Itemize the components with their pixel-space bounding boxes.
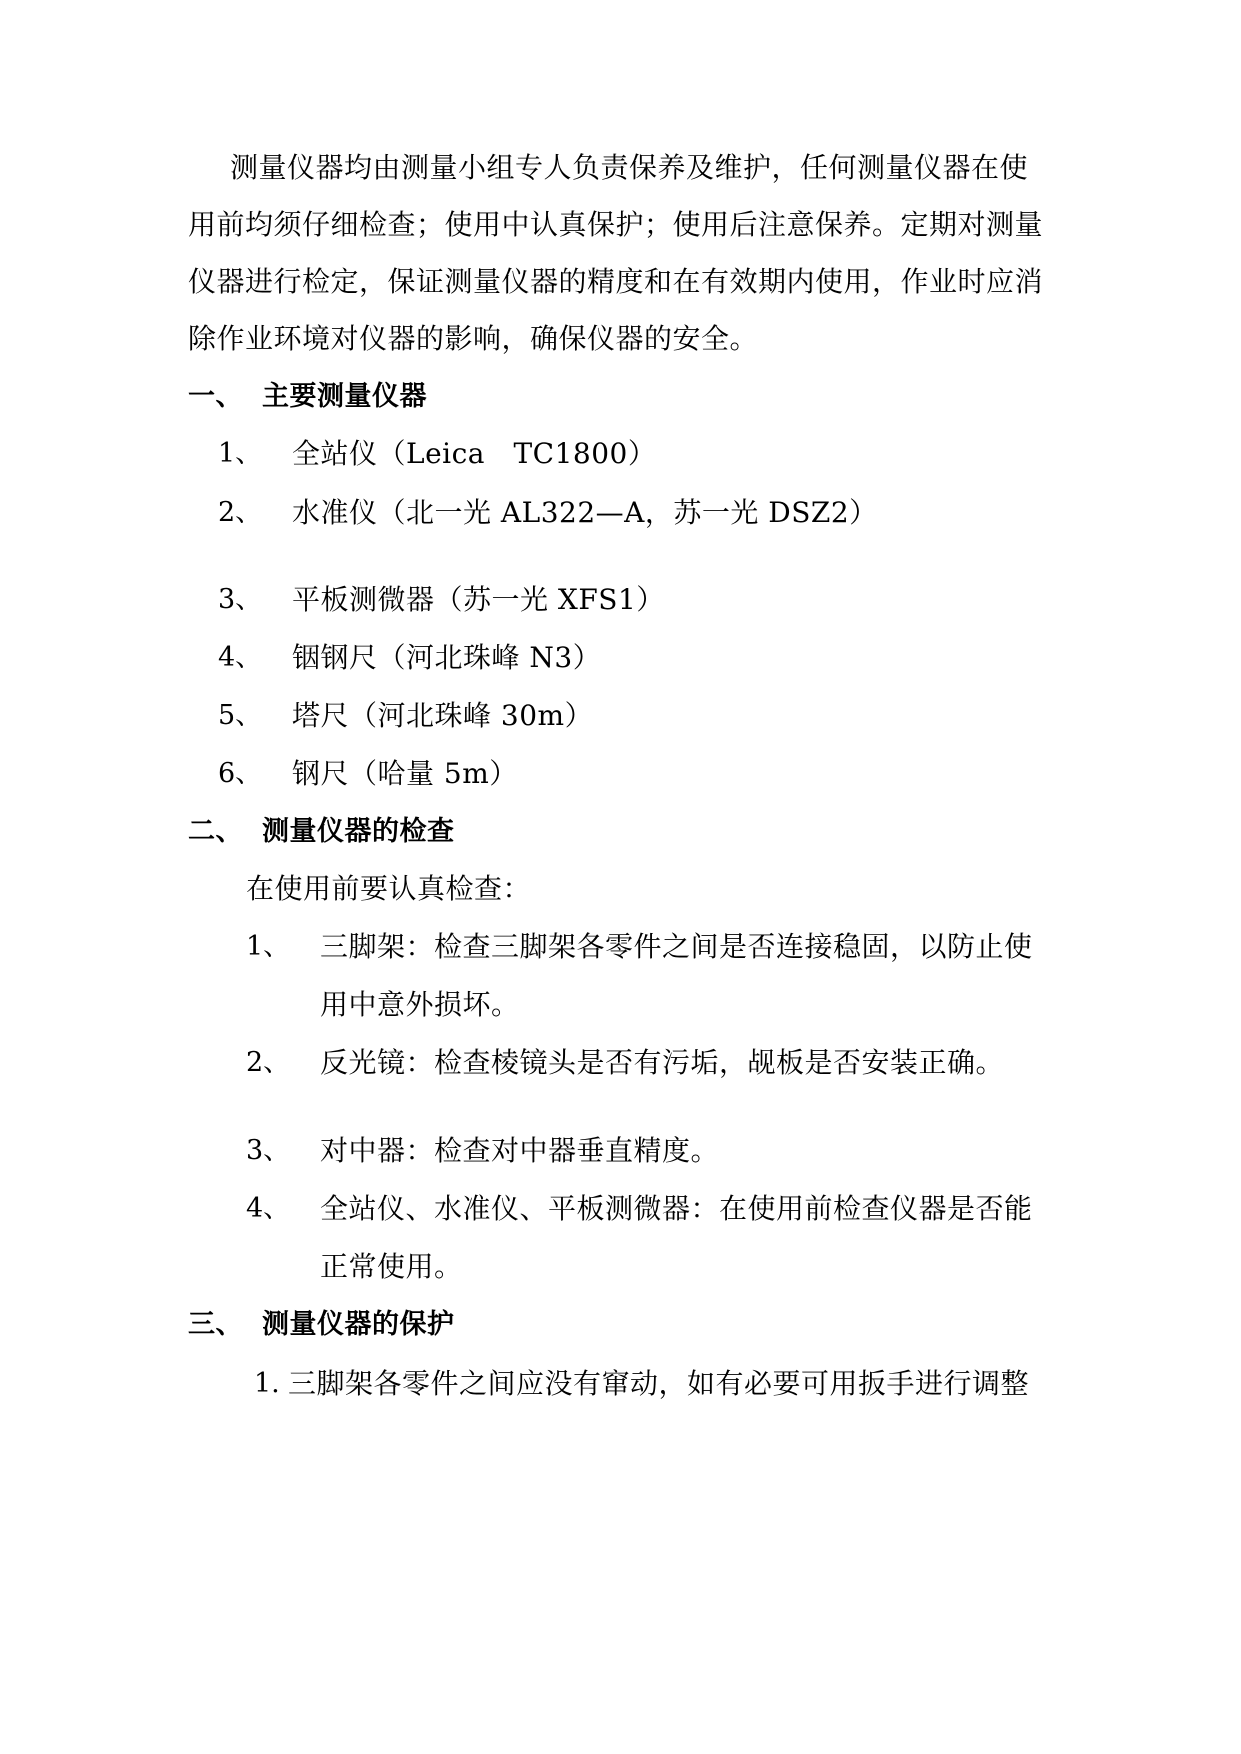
intro-line-3: 仪器进行检定，保证测量仪器的精度和在有效期内使用，作业时应消 — [188, 265, 1044, 298]
section1-item-1-text: 全站仪（Leica TC1800） — [292, 437, 657, 470]
intro-line-2: 用前均须仔细检查；使用中认真保护；使用后注意保养。定期对测量 — [188, 208, 1044, 241]
section2-item-3-line-1: 对中器：检查对中器垂直精度。 — [320, 1134, 720, 1167]
section1-item-5-text: 塔尺（河北珠峰 30m） — [292, 699, 594, 732]
section2-title: 测量仪器的检查 — [262, 816, 455, 847]
section2-item-1-line-1: 三脚架：检查三脚架各零件之间是否连接稳固，以防止使 — [320, 930, 1033, 963]
section2-item-4-line-2: 正常使用。 — [320, 1250, 463, 1283]
section3-number: 三、 — [188, 1309, 243, 1340]
section1-item-6-text: 钢尺（哈量 5m） — [292, 757, 518, 790]
section1-item-2-number: 2、 — [218, 497, 263, 528]
section2-item-1-number: 1、 — [246, 931, 291, 962]
section2-item-3-number: 3、 — [246, 1135, 291, 1166]
intro-line-1: 测量仪器均由测量小组专人负责保养及维护，任何测量仪器在使 — [230, 151, 1029, 184]
section2-item-4-line-1: 全站仪、水准仪、平板测微器：在使用前检查仪器是否能 — [320, 1192, 1033, 1225]
section1-item-6-number: 6、 — [218, 758, 263, 789]
section3-title: 测量仪器的保护 — [262, 1309, 455, 1340]
section1-item-2-text: 水准仪（北一光 AL322—A，苏一光 DSZ2） — [292, 496, 878, 529]
section2-number: 二、 — [188, 816, 243, 847]
section2-item-1-line-2: 用中意外损坏。 — [320, 988, 520, 1021]
section1-number: 一、 — [188, 381, 243, 412]
section2-item-4-number: 4、 — [246, 1193, 291, 1224]
section1-item-4-number: 4、 — [218, 642, 263, 673]
section2-item-2-number: 2、 — [246, 1047, 291, 1078]
section3-item-1-number: 1. — [254, 1368, 280, 1399]
section2-intro: 在使用前要认真检查： — [246, 872, 532, 905]
section3-item-1-text: 三脚架各零件之间应没有窜动，如有必要可用扳手进行调整 — [288, 1367, 1030, 1400]
section1-item-1-number: 1、 — [218, 438, 263, 469]
section1-item-4-text: 铟钢尺（河北珠峰 N3） — [292, 641, 602, 674]
section1-title: 主要测量仪器 — [262, 381, 427, 412]
section2-item-2-line-1: 反光镜：检查棱镜头是否有污垢，觇板是否安装正确。 — [320, 1046, 1005, 1079]
intro-line-4: 除作业环境对仪器的影响，确保仪器的安全。 — [188, 322, 759, 355]
section1-item-5-number: 5、 — [218, 700, 263, 731]
section1-item-3-text: 平板测微器（苏一光 XFS1） — [292, 583, 665, 616]
section1-item-3-number: 3、 — [218, 584, 263, 615]
